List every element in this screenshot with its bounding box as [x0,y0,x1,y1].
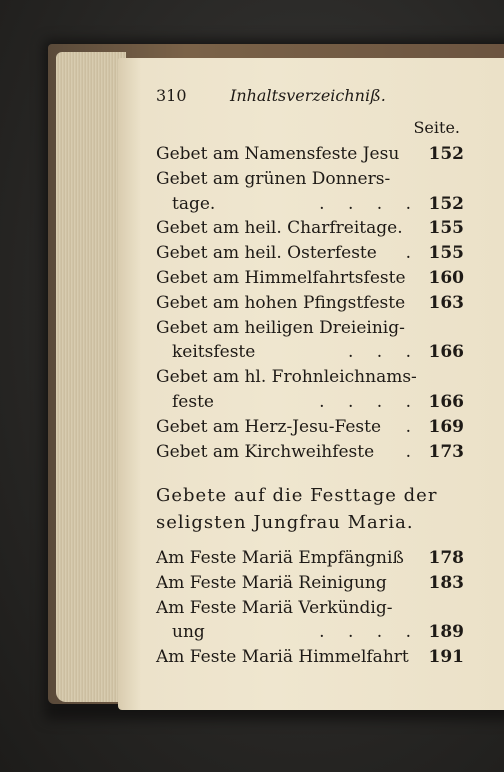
toc-entry-page: 169 [428,416,464,437]
toc-entry [156,440,464,464]
toc-entry-page: 189 [428,622,464,643]
toc-entry [156,192,464,216]
toc-entry-title: Gebet am heiligen Dreieinig- [156,317,405,338]
toc-entry [156,266,464,290]
toc-entry-title: Am Feste Mariä Reinigung [156,572,387,593]
toc-entry-title: keitsfeste [172,342,256,363]
toc-entry-page: 178 [428,548,464,568]
toc-entry-leader: . . . . [319,392,420,412]
toc-entry [156,291,464,315]
toc-entry [156,546,464,570]
toc-entry-page: 163 [428,292,464,313]
toc-entry-leader: . [405,243,420,264]
section-heading-line: seligsten Jungfrau Maria. [156,512,414,533]
toc-entry-leader: . [405,441,420,462]
toc-entry-title: Gebet am Kirchweihfeste [156,441,375,462]
toc-entry-title: feste [172,392,214,412]
toc-entry [156,571,464,595]
toc-entry-title: Gebet am hl. Frohnleichnams- [156,367,417,388]
toc-entry-title: ung [172,622,205,643]
toc-entry [156,142,464,166]
page-number: 310 [156,86,187,105]
toc-entry-title: tage. [172,193,216,214]
toc-entry [156,365,464,389]
toc-entry [156,596,464,620]
toc-entry [156,645,464,669]
section-heading [156,482,470,536]
toc-entry-title: Gebet am grünen Donners- [156,168,391,189]
toc-entry [156,241,464,265]
toc-entry-page: 152 [428,193,464,214]
toc-entry-title: Gebet am hohen Pfingstfeste [156,292,406,313]
toc-entry-page: 155 [428,243,464,264]
toc-entry-leader: . . . [347,342,420,363]
toc-entry-page: 166 [428,342,464,363]
page-title: Inhaltsverzeichniß. [230,86,386,105]
page-header [156,86,464,112]
toc-entry-page: 191 [428,647,464,668]
toc-entry-title: Am Feste Mariä Empfängniß [156,548,404,568]
toc-entry-page: 173 [428,441,464,462]
toc-entry [156,167,464,191]
toc-entry-leader: . [405,416,420,437]
toc-entry-page: 152 [428,144,464,164]
toc-entry [156,216,464,240]
toc-entry-title: Am Feste Mariä Himmelfahrt [156,647,409,668]
toc-entry-page: 183 [428,572,464,593]
toc-entry-leader: . . . . [319,622,420,643]
toc-entry [156,316,464,340]
toc-entry-title: Am Feste Mariä Verkündig- [156,597,393,618]
toc-entry-title: Gebet am Himmelfahrtsfeste [156,268,406,288]
toc-entry-title: Gebet am heil. Charfreitage. [156,218,403,239]
toc-entry-title: Gebet am heil. Osterfeste [156,243,377,264]
toc-entry-page: 155 [428,218,464,239]
toc-entry [156,340,464,364]
section-heading-line: Gebete auf die Festtage der [156,485,438,506]
toc-entry-leader: . . . . [319,193,420,214]
toc-entry-page: 166 [428,392,464,412]
toc-entry [156,390,464,414]
toc-entry-page: 160 [428,268,464,288]
toc-entry [156,620,464,644]
toc-entry [156,415,464,439]
toc-entry-title: Gebet am Namensfeste Jesu [156,144,400,164]
toc-entry-title: Gebet am Herz-Jesu-Feste [156,416,382,437]
column-label: Seite. [413,118,460,137]
